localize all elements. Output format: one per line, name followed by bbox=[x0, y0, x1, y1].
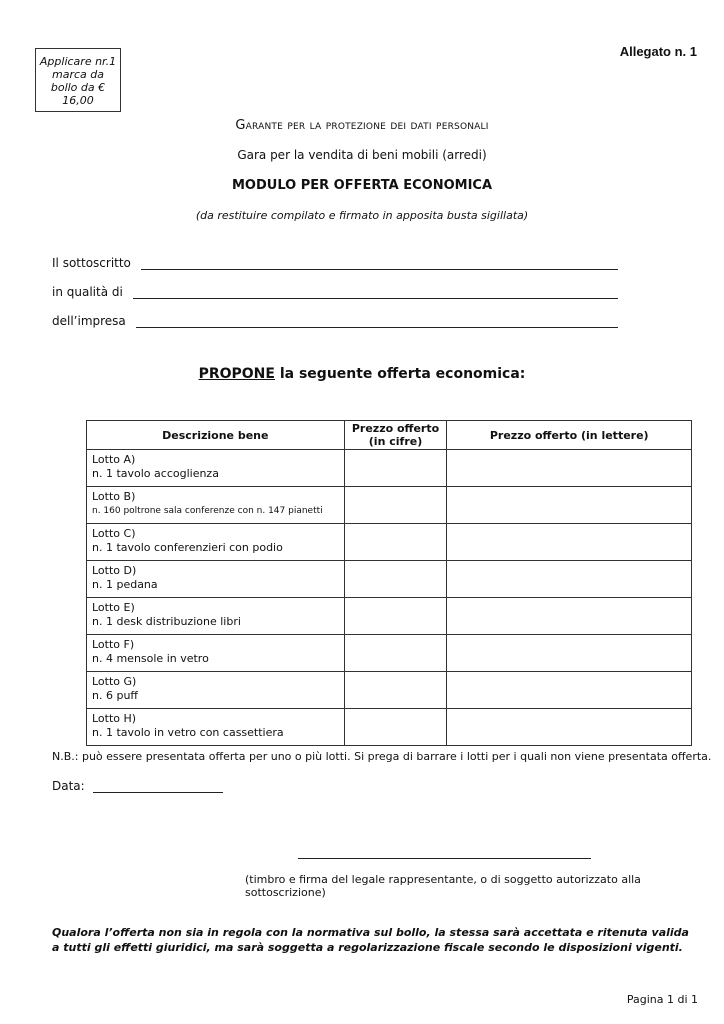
prezzo-cifre-cell[interactable] bbox=[344, 635, 447, 672]
header-cifre-line: (in cifre) bbox=[368, 435, 423, 448]
header-descrizione: Descrizione bene bbox=[87, 421, 345, 450]
table-row bbox=[87, 524, 692, 561]
stamp-line: marca da bbox=[52, 68, 104, 81]
lotto-cell bbox=[87, 487, 345, 524]
lotto-label: Lotto A) bbox=[92, 453, 136, 466]
lotto-description: n. 160 poltrone sala conferenze con n. 147 pianetti bbox=[92, 506, 323, 516]
lotto-label: Lotto G) bbox=[92, 675, 137, 688]
lotto-cell bbox=[87, 561, 345, 598]
table-row bbox=[87, 709, 692, 746]
stamp-line: Applicare nr.1 bbox=[39, 55, 117, 68]
lotto-description: n. 1 tavolo in vetro con cassettiera bbox=[92, 726, 284, 739]
prezzo-cifre-cell[interactable] bbox=[344, 561, 447, 598]
table-row bbox=[87, 450, 692, 487]
bollo-disclaimer: Qualora l’offerta non sia in regola con la normativa sul bollo, la stessa sarà accettata e ritenuta valida a tutti gli effetti giuridici, ma sarà soggetta a regolarizzazione fiscale secondo le disposizioni vigenti. bbox=[52, 926, 689, 954]
lotto-label: Lotto D) bbox=[92, 564, 137, 577]
qualita-field[interactable] bbox=[52, 281, 618, 299]
gara-subtitle: Gara per la vendita di beni mobili (arredi) bbox=[237, 148, 487, 162]
page-number: Pagina 1 di 1 bbox=[626, 993, 698, 1006]
header-prezzo-line: Prezzo offerto bbox=[351, 422, 440, 435]
marca-da-bollo-box bbox=[35, 48, 121, 112]
lotto-description: n. 4 mensole in vetro bbox=[92, 652, 209, 665]
prezzo-cifre-cell[interactable] bbox=[344, 487, 447, 524]
timbro-caption: (timbro e firma del legale rappresentante, o di soggetto autorizzato alla sottoscrizione) bbox=[245, 873, 641, 899]
table-row bbox=[87, 561, 692, 598]
lotto-label: Lotto E) bbox=[92, 601, 135, 614]
lotto-cell bbox=[87, 709, 345, 746]
lotto-cell bbox=[87, 524, 345, 561]
table-row bbox=[87, 672, 692, 709]
header-prezzo-cifre bbox=[344, 421, 447, 450]
qualita-input-line[interactable] bbox=[133, 284, 618, 299]
prezzo-cifre-cell[interactable] bbox=[344, 598, 447, 635]
data-input-line[interactable] bbox=[93, 778, 223, 793]
prezzo-lettere-cell[interactable] bbox=[447, 672, 692, 709]
table-row bbox=[87, 598, 692, 635]
impresa-input-line[interactable] bbox=[136, 313, 618, 328]
stamp-line: 16,00 bbox=[62, 94, 94, 107]
field-label: Il sottoscritto bbox=[52, 256, 131, 270]
prezzo-lettere-cell[interactable] bbox=[447, 709, 692, 746]
garante-title: Garante per la protezione dei dati personali bbox=[235, 118, 489, 133]
prezzo-cifre-cell[interactable] bbox=[344, 524, 447, 561]
prezzo-lettere-cell[interactable] bbox=[447, 635, 692, 672]
lotto-label: Lotto H) bbox=[92, 712, 137, 725]
data-label: Data: bbox=[52, 779, 85, 793]
table-row bbox=[87, 635, 692, 672]
prezzo-lettere-cell[interactable] bbox=[447, 524, 692, 561]
table-header-row bbox=[87, 421, 692, 450]
prezzo-cifre-cell[interactable] bbox=[344, 672, 447, 709]
sottoscritto-field[interactable] bbox=[52, 252, 618, 270]
lotto-cell bbox=[87, 635, 345, 672]
nb-note: N.B.: può essere presentata offerta per uno o più lotti. Si prega di barrare i lotti per i quali non viene presentata offerta. bbox=[52, 750, 712, 763]
table-row bbox=[87, 487, 692, 524]
prezzo-cifre-cell[interactable] bbox=[344, 450, 447, 487]
lotto-label: Lotto F) bbox=[92, 638, 135, 651]
lotto-description: n. 1 desk distribuzione libri bbox=[92, 615, 241, 628]
propone-word: PROPONE bbox=[198, 366, 275, 382]
lotto-label: Lotto B) bbox=[92, 490, 136, 503]
propone-rest: la seguente offerta economica: bbox=[274, 366, 526, 382]
offer-table bbox=[86, 420, 692, 746]
signature-line[interactable] bbox=[298, 858, 591, 859]
sottoscritto-input-line[interactable] bbox=[141, 255, 618, 270]
restituire-note: (da restituire compilato e firmato in apposita busta sigillata) bbox=[195, 209, 529, 222]
prezzo-lettere-cell[interactable] bbox=[447, 598, 692, 635]
lotto-label: Lotto C) bbox=[92, 527, 136, 540]
prezzo-lettere-cell[interactable] bbox=[447, 450, 692, 487]
modulo-heading: MODULO PER OFFERTA ECONOMICA bbox=[231, 178, 493, 193]
stamp-line: bollo da € bbox=[50, 81, 106, 94]
lotto-description: n. 1 tavolo conferenzieri con podio bbox=[92, 541, 283, 554]
prezzo-cifre-cell[interactable] bbox=[344, 709, 447, 746]
header-prezzo-lettere: Prezzo offerto (in lettere) bbox=[447, 421, 692, 450]
allegato-label: Allegato n. 1 bbox=[619, 44, 697, 59]
field-label: dell’impresa bbox=[52, 314, 126, 328]
lotto-description: n. 6 puff bbox=[92, 689, 138, 702]
impresa-field[interactable] bbox=[52, 310, 618, 328]
propone-heading bbox=[0, 366, 724, 382]
field-label: in qualità di bbox=[52, 285, 123, 299]
lotto-cell bbox=[87, 598, 345, 635]
prezzo-lettere-cell[interactable] bbox=[447, 487, 692, 524]
lotto-description: n. 1 pedana bbox=[92, 578, 158, 591]
lotto-cell bbox=[87, 672, 345, 709]
data-field[interactable] bbox=[52, 778, 223, 793]
lotto-description: n. 1 tavolo accoglienza bbox=[92, 467, 219, 480]
lotto-cell bbox=[87, 450, 345, 487]
prezzo-lettere-cell[interactable] bbox=[447, 561, 692, 598]
